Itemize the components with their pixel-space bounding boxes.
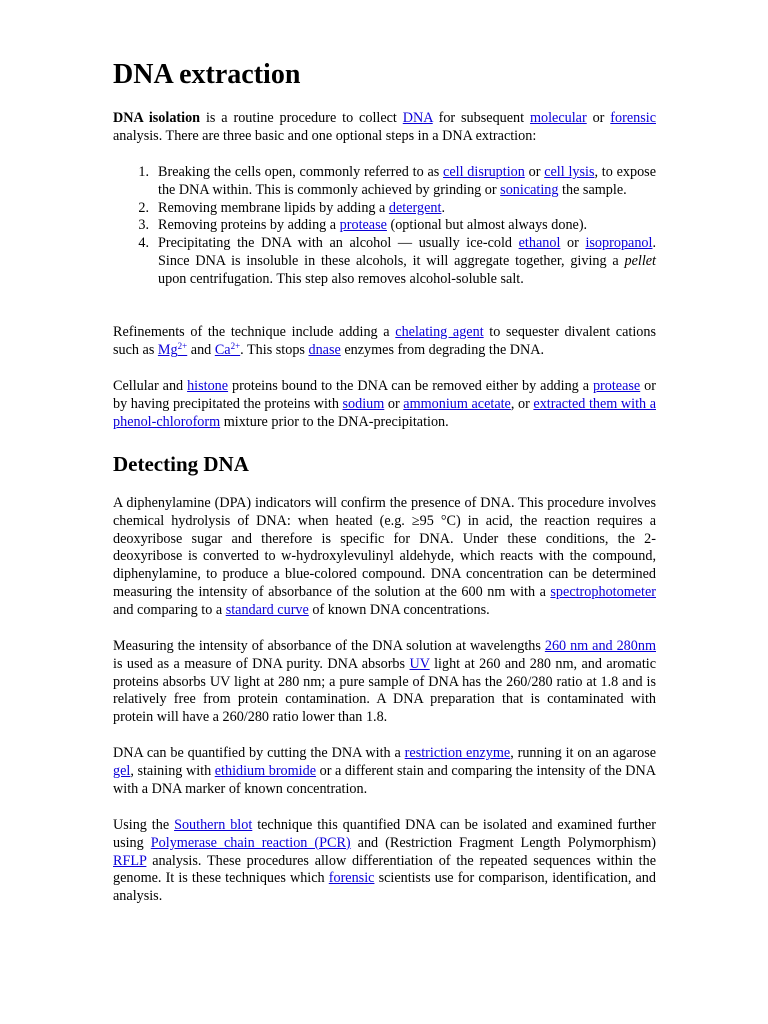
list-number: 4. xyxy=(138,235,149,252)
link-dnase[interactable]: dnase xyxy=(308,341,341,358)
list-item: 3. Removing proteins by adding a protease (optional but almost always done). xyxy=(113,217,656,235)
link-restriction-enzyme[interactable]: restriction enzyme xyxy=(404,745,511,761)
link-isopropanol[interactable]: isopropanol xyxy=(585,235,653,252)
link-gel[interactable]: gel xyxy=(113,762,131,779)
link-260nm-280nm[interactable]: 260 nm and 280nm xyxy=(544,638,656,654)
link-detergent[interactable]: detergent xyxy=(388,199,442,216)
link-histone[interactable]: histone xyxy=(187,378,229,394)
link-sodium[interactable]: sodium xyxy=(342,395,385,412)
link-forensic-2[interactable]: forensic xyxy=(328,870,375,887)
cellular-paragraph: Cellular and histone proteins bound to the DNA can be removed either by adding a protease or by having precipitated the proteins with sodium or ammonium acetate, or extracted them with a phenol-chloroform mixture prior to the DNA-precipitation. xyxy=(113,378,657,430)
page-title: DNA extraction xyxy=(113,59,301,90)
extraction-steps-list xyxy=(113,164,656,289)
quantified-paragraph: DNA can be quantified by cutting the DNA with a restriction enzyme, running it on an agarose gel, staining with ethidium bromide or a different stain and comparing the intensity of the DNA with a DNA marker of known concentration. xyxy=(113,745,657,797)
absorbance-paragraph: Measuring the intensity of absorbance of the DNA solution at wavelengths 260 nm and 280nm is used as a measure of DNA purity. DNA absorbs UV light at 260 and 280 nm, and aromatic proteins absorbs UV light at 280 nm; a pure sample of DNA has the 260/280 ratio at 1.8 and is relatively free from protein contamination. A DNA preparation that is contaminated with protein will have a 260/280 ratio lower than 1.8. xyxy=(113,638,656,726)
link-chelating-agent[interactable]: chelating agent xyxy=(395,324,484,340)
link-ethanol[interactable]: ethanol xyxy=(518,235,561,252)
list-item: 4. Precipitating the DNA with an alcohol — usually ice-cold ethanol or isopropanol. Since DNA is insoluble in these alcohols, it will aggregate together, giving a pellet upon centrifugation. This step also removes alcohol-soluble salt. xyxy=(113,235,656,288)
southern-paragraph: Using the Southern blot technique this quantified DNA can be isolated and examined further using Polymerase chain reaction (PCR) and (Restriction Fragment Length Polymorphism) RFLP analysis. These procedures allow differentiation of the repeated sequences within the genome. It is these techniques which forensic scientists use for comparison, identification, and analysis. xyxy=(113,817,657,905)
link-calcium[interactable]: $Ca^{2+}$ xyxy=(214,340,241,358)
link-southern-blot[interactable]: Southern blot xyxy=(174,817,253,833)
link-spectrophotometer[interactable]: spectrophotometer xyxy=(550,583,656,600)
link-ethidium-bromide[interactable]: ethidium bromide xyxy=(214,762,317,779)
link-forensic[interactable]: forensic xyxy=(610,110,656,126)
intro-bold-term: DNA isolation xyxy=(113,110,201,126)
link-phenol-chloroform[interactable]: extracted them with a phenol-chloroform xyxy=(113,395,657,430)
link-dna[interactable]: DNA xyxy=(402,110,433,126)
link-uv[interactable]: UV xyxy=(409,655,430,672)
dpa-paragraph: A diphenylamine (DPA) indicators will confirm the presence of DNA. This procedure involves chemical hydrolysis of DNA: when heated (e.g. ≥95 °C) in acid, the reaction requires a deoxyribose sugar and therefore is specific for DNA. Under these conditions, the 2-deoxyribose is converted to w-hydroxylevulinyl aldehyde, which reacts with the compound, diphenylamine, to produce a blue-colored compound. DNA concentration can be determined measuring the intensity of absorbance of the solution at the 600 nm with a spectrophotometer and comparing to a standard curve of known DNA concentrations. xyxy=(113,495,656,618)
link-pcr[interactable]: Polymerase chain reaction (PCR) xyxy=(150,834,351,851)
link-cell-disruption[interactable]: cell disruption xyxy=(443,164,525,180)
refinements-paragraph: Refinements of the technique include adding a chelating agent to sequester divalent cations such as $Mg^{2+}$ and $Ca^{2+}$. This stops dnase enzymes from degrading the DNA. xyxy=(113,324,656,358)
pellet-term: pellet xyxy=(624,252,656,269)
list-number: 3. xyxy=(138,217,149,234)
list-item: 1. Breaking the cells open, commonly referred to as cell disruption or cell lysis, to expose the DNA within. This is commonly achieved by grinding or sonicating the sample. xyxy=(113,164,656,200)
list-number: 2. xyxy=(138,199,149,216)
section-heading-detecting-dna: Detecting DNA xyxy=(113,452,249,476)
link-cell-lysis[interactable]: cell lysis xyxy=(544,164,595,180)
intro-paragraph: DNA isolation is a routine procedure to collect DNA for subsequent molecular or forensic analysis. There are three basic and one optional steps in a DNA extraction: xyxy=(113,110,656,144)
link-protease-2[interactable]: protease xyxy=(592,378,641,394)
list-number: 1. xyxy=(138,164,149,180)
link-molecular[interactable]: molecular xyxy=(529,110,587,126)
list-item: 2. Removing membrane lipids by adding a detergent. xyxy=(113,200,656,218)
link-rflp[interactable]: RFLP xyxy=(113,852,147,869)
link-magnesium[interactable]: $Mg^{2+}$ xyxy=(157,340,188,358)
link-standard-curve[interactable]: standard curve xyxy=(225,601,309,618)
link-ammonium-acetate[interactable]: ammonium acetate xyxy=(403,395,511,412)
link-protease[interactable]: protease xyxy=(339,217,387,234)
link-sonicating[interactable]: sonicating xyxy=(500,181,559,198)
